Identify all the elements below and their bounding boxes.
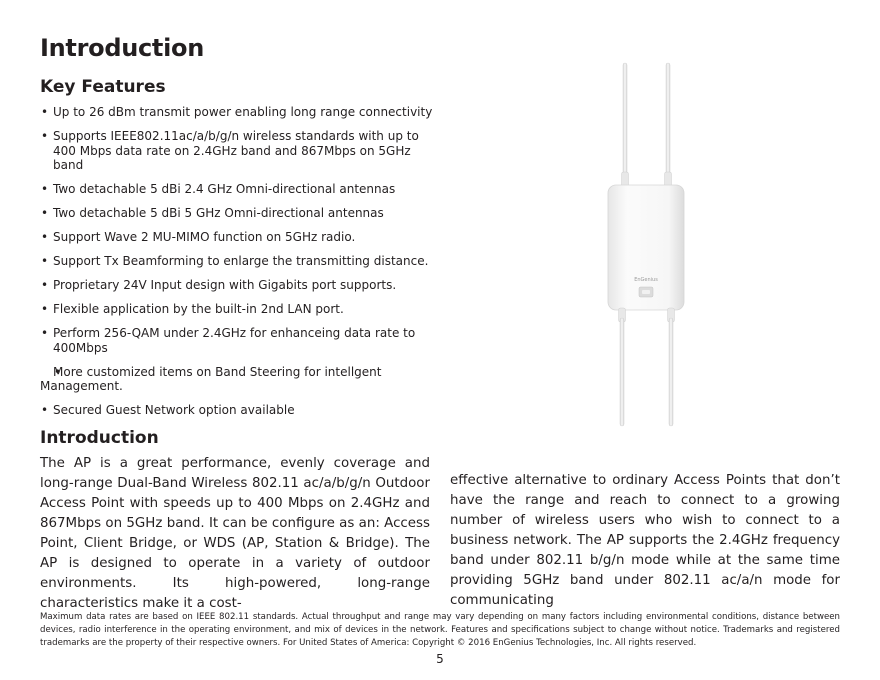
feature-item: • Secured Guest Network option available (40, 403, 440, 418)
feature-item: • Two detachable 5 dBi 2.4 GHz Omni-directional antennas (40, 182, 440, 197)
key-features-heading: Key Features (40, 77, 166, 97)
feature-item: • Supports IEEE802.11ac/a/b/g/n wireless standards with up to 400 Mbps data rate on 2.4GHz band and 867Mbps on 5GHz band (40, 129, 440, 173)
feature-item: • Support Tx Beamforming to enlarge the transmitting distance. (40, 254, 440, 269)
brand-logo: EnGenius (634, 277, 658, 283)
feature-item: • Two detachable 5 dBi 5 GHz Omni-directional antennas (40, 206, 440, 221)
feature-item: • Up to 26 dBm transmit power enabling long range connectivity (40, 105, 440, 120)
feature-item: • More customized items on Band Steering for intellgent Management. (40, 365, 440, 394)
introduction-left-column: The AP is a great performance, evenly coverage and long-range Dual-Band Wireless 802.11 ac/a/b/g/n Outdoor Access Point with speeds up to 400 Mbps on 2.4GHz and 867Mbps on 5GHz band. It can be configure as an: Access Point, Client Bridge, or WDS (AP, Station & Bridge). The AP is designed to operate in a variety of outdoor environments. Its high-powered, long-range characteristics make it a cost- (40, 456, 430, 611)
feature-item: • Proprietary 24V Input design with Gigabits port supports. (40, 278, 440, 293)
feature-item: • Perform 256-QAM under 2.4GHz for enhanceing data rate to 400Mbps (40, 326, 440, 355)
access-point-product-image (590, 60, 700, 430)
page-title: Introduction (40, 34, 204, 62)
page-number: 5 (436, 652, 444, 666)
introduction-heading: Introduction (40, 428, 159, 448)
feature-item: • Support Wave 2 MU-MIMO function on 5GHz radio. (40, 230, 440, 245)
key-features-list (40, 105, 440, 427)
introduction-right-column: effective alternative to ordinary Access Points that don’t have the range and reach to connect to a growing number of wireless users who wish to connect to a business network. The AP supports the 2.4GHz frequency band under 802.11 b/g/n mode while at the same time providing 5GHz band under 802.11 ac/a/n mode for communicating (450, 473, 840, 608)
legal-footnote: Maximum data rates are based on IEEE 802.11 standards. Actual throughput and range may vary depending on many factors including environmental conditions, distance between devices, radio interference in the operating environment, and mix of devices in the network. Features and specifications subject to change without notice. Trademarks and registered trademarks are the property of their respective owners. For United States of America: Copyright © 2016 EnGenius Technologies, Inc. All rights reserved. (40, 612, 840, 648)
bottom-antennas (619, 308, 675, 426)
feature-item: • Flexible application by the built-in 2nd LAN port. (40, 302, 440, 317)
top-antennas (622, 63, 672, 188)
